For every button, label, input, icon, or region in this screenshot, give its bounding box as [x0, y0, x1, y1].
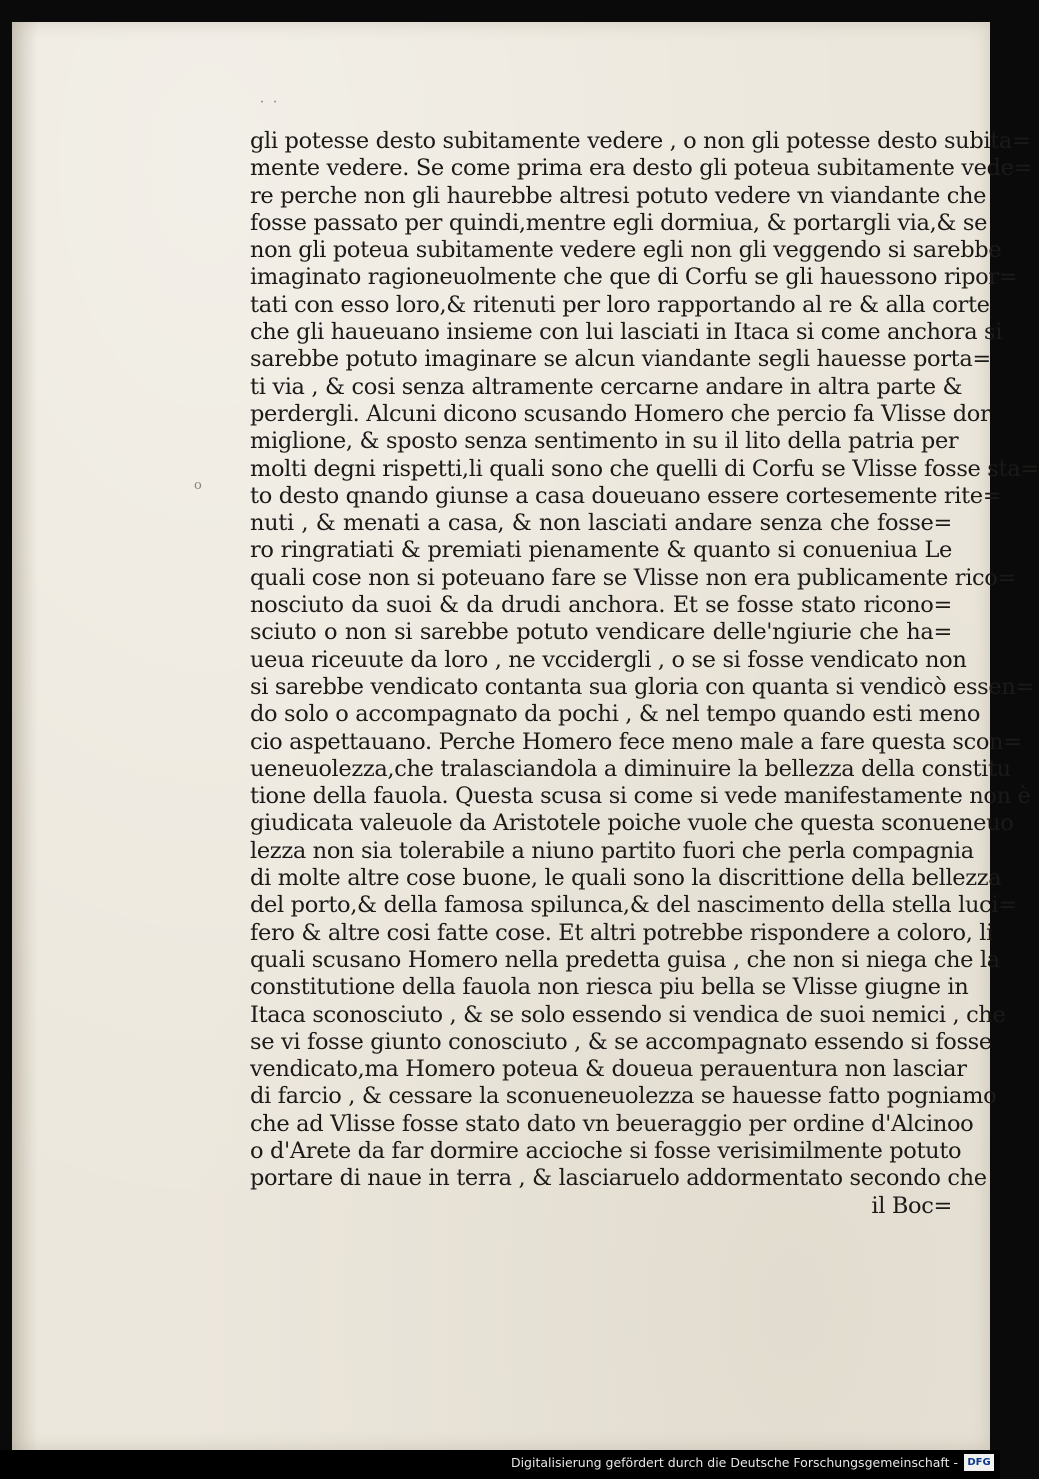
text-line: do solo o accompagnato da pochi , & nel tempo quando esti meno [250, 701, 981, 728]
text-line: ro ringratiati & premiati pienamente & quanto si conueniua Le [250, 537, 952, 564]
text-line: molti degni rispetti,li quali sono che quelli di Corfu se Vlisse fosse sta= [250, 455, 1039, 482]
text-line: tati con esso loro,& ritenuti per loro rapportando al re & alla corte [250, 291, 990, 318]
margin-mark: o [194, 478, 202, 493]
text-line: to desto qnando giunse a casa doueuano essere cortesemente rite= [250, 482, 1002, 509]
text-line: vendicato,ma Homero poteua & doueua perauentura non lasciar [250, 1056, 967, 1083]
text-line: miglione, & sposto senza sentimento in su il lito della patria per [250, 428, 959, 455]
text-line: si sarebbe vendicato contanta sua gloria con quanta si vendicò essen= [250, 673, 1034, 700]
dfg-logo: DFG [964, 1454, 994, 1471]
text-line: di molte altre cose buone, le quali sono la discrittione della bellezza [250, 865, 1002, 892]
text-line: sciuto o non si sarebbe potuto vendicare delle'ngiurie che ha= [250, 619, 952, 646]
text-line: se vi fosse giunto conosciuto , & se accompagnato essendo si fosse [250, 1028, 992, 1055]
text-line: ti via , & cosi senza altramente cercarne andare in altra parte & [250, 373, 963, 400]
text-line: re perche non gli haurebbe altresi potuto vedere vn viandante che [250, 182, 987, 209]
text-line: di farcio , & cessare la sconueneuolezza se hauesse fatto pogniamo [250, 1083, 997, 1110]
funding-note: Digitalisierung gefördert durch die Deutsche Forschungsgemeinschaft - [510, 1455, 958, 1470]
text-line: o d'Arete da far dormire accioche si fosse verisimilmente potuto [250, 1137, 962, 1164]
text-line: Itaca sconosciuto , & se solo essendo si vendica de suoi nemici , che [250, 1001, 1006, 1028]
text-line: che gli haueuano insieme con lui lasciati in Itaca si come anchora si [250, 319, 1003, 346]
text-line: portare di naue in terra , & lasciaruelo addormentato secondo che [250, 1165, 987, 1192]
text-line: non gli poteua subitamente vedere egli non gli veggendo si sarebbe [250, 237, 1002, 264]
text-line: ueneuolezza,che tralasciandola a diminuire la bellezza della constitu [250, 755, 1011, 782]
ink-smudge: ˙ ˙ [258, 98, 280, 117]
text-line: cio aspettauano. Perche Homero fece meno male a fare questa scon= [250, 728, 1022, 755]
text-line: imaginato ragioneuolmente che que di Corfu se gli hauessono ripor= [250, 264, 1018, 291]
text-line: del porto,& della famosa spilunca,& del nascimento della stella luci= [250, 892, 1017, 919]
text-line: quali cose non si poteuano fare se Vlisse non era publicamente rico= [250, 564, 1016, 591]
text-line: fero & altre cosi fatte cose. Et altri potrebbe rispondere a coloro, li [250, 919, 993, 946]
text-line: nuti , & menati a casa, & non lasciati andare senza che fosse= [250, 510, 952, 537]
text-line: mente vedere. Se come prima era desto gli poteua subitamente vede= [250, 155, 1033, 182]
text-line: lezza non sia tolerabile a niuno partito fuori che perla compagnia [250, 837, 974, 864]
text-line: sarebbe potuto imaginare se alcun viandante segli hauesse porta= [250, 346, 991, 373]
text-line: constitutione della fauola non riesca piu bella se Vlisse giugne in [250, 974, 969, 1001]
text-line: nosciuto da suoi & da drudi anchora. Et se fosse stato ricono= [250, 592, 952, 619]
text-line: quali scusano Homero nella predetta guisa , che non si niega che la [250, 946, 1000, 973]
page-text [250, 128, 1039, 1220]
text-line: tione della fauola. Questa scusa si come si vede manifestamente non è [250, 783, 1031, 810]
text-line: giudicata valeuole da Aristotele poiche vuole che questa sconueneuo [250, 810, 1014, 837]
text-line: gli potesse desto subitamente vedere , o non gli potesse desto subita= [250, 128, 1031, 154]
text-line: ueua riceuute da loro , ne vccidergli , o se si fosse vendicato non [250, 646, 967, 673]
text-line: fosse passato per quindi,mentre egli dormiua, & portargli via,& se [250, 209, 988, 236]
catchword: il Boc= [871, 1192, 952, 1219]
text-line: perdergli. Alcuni dicono scusando Homero che percio fa Vlisse dor [250, 400, 991, 427]
text-line: che ad Vlisse fosse stato dato vn beueraggio per ordine d'Alcinoo [250, 1110, 974, 1137]
